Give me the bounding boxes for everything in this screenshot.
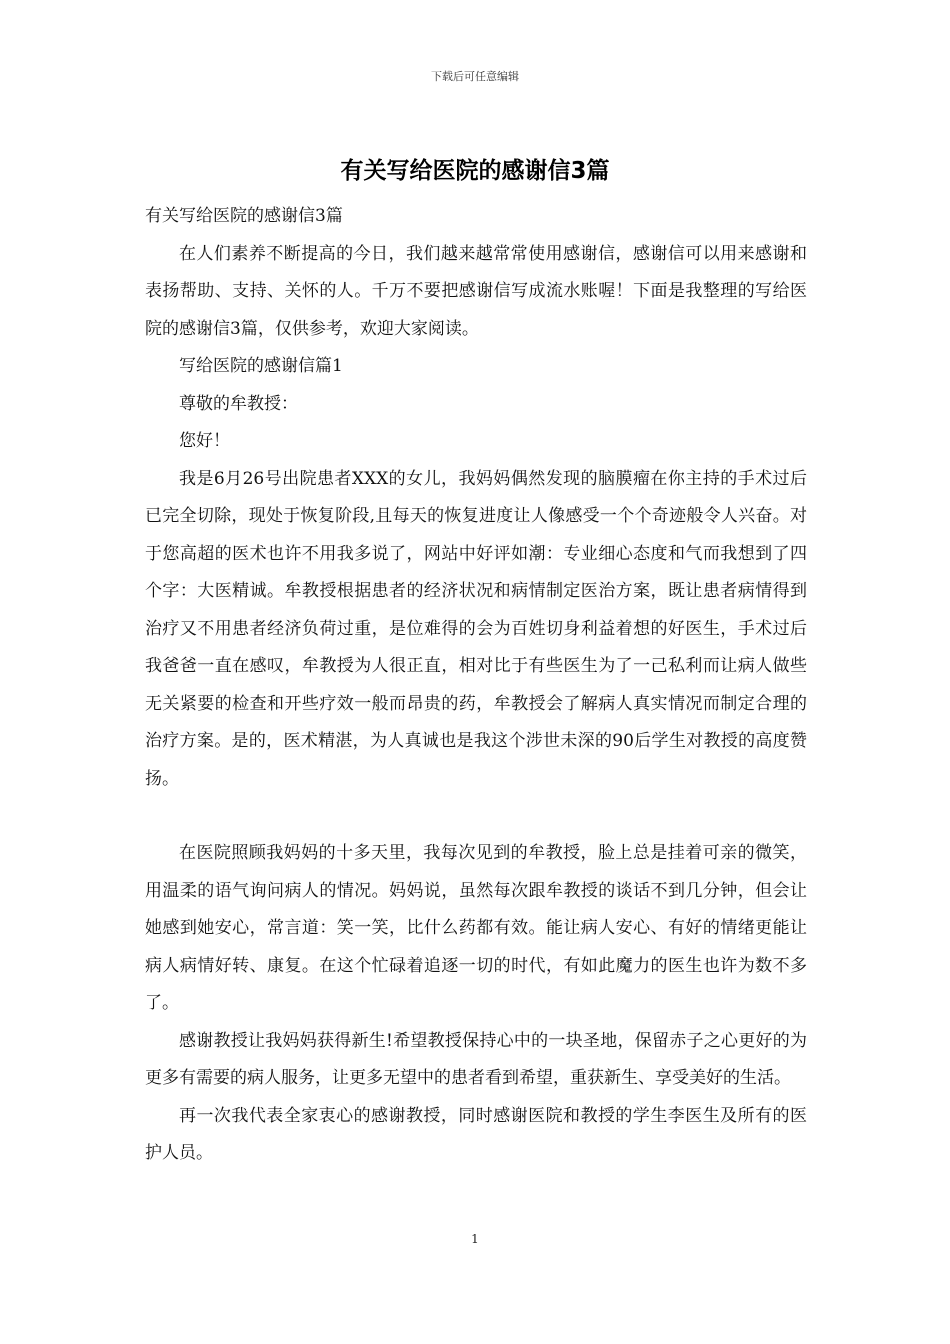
letter-paragraph-3: 感谢教授让我妈妈获得新生!希望教授保持心中的一块圣地，保留赤子之心更好的为更多有需要的病人服务，让更多无望中的患者看到希望，重获新生、享受美好的生活。 (145, 1030, 807, 1088)
paragraph-spacer (145, 798, 807, 835)
letter-greeting: 您好！ (179, 431, 230, 451)
letter-heading: 写给医院的感谢信篇1 (179, 356, 343, 376)
letter-paragraph-4: 再一次我代表全家衷心的感谢教授，同时感谢医院和教授的学生李医生及所有的医护人员。 (145, 1105, 807, 1163)
intro-paragraph: 在人们素养不断提高的今日，我们越来越常常使用感谢信，感谢信可以用来感谢和表扬帮助、支持、关怀的人。千万不要把感谢信写成流水账喔！下面是我整理的写给医院的感谢信3篇，仅供参考，欢迎大家阅读。 (145, 243, 807, 339)
subtitle-line: 有关写给医院的感谢信3篇 (145, 206, 343, 226)
header-note: 下载后可任意编辑 (431, 70, 519, 83)
page-number: 1 (471, 1232, 479, 1246)
document-body (145, 198, 807, 1173)
letter-paragraph-2: 在医院照顾我妈妈的十多天里，我每次见到的牟教授，脸上总是挂着可亲的微笑，用温柔的语气询问病人的情况。妈妈说，虽然每次跟牟教授的谈话不到几分钟，但会让她感到她安心，常言道：笑一笑，比什么药都有效。能让病人安心、有好的情绪更能让病人病情好转、康复。在这个忙碌着追逐一切的时代，有如此魔力的医生也许为数不多了。 (145, 843, 807, 1013)
letter-salutation: 尊敬的牟教授： (179, 393, 298, 414)
letter-paragraph-1: 我是6月26号出院患者XXX的女儿，我妈妈偶然发现的脑膜瘤在你主持的手术过后已完全切除，现处于恢复阶段,且每天的恢复进度让人像感受一个个奇迹般令人兴奋。对于您高超的医术也许不用我多说了，网站中好评如潮：专业细心态度和气而我想到了四个字：大医精诚。牟教授根据患者的经济状况和病情制定医治方案，既让患者病情得到治疗又不用患者经济负荷过重，是位难得的会为百姓切身利益着想的好医生，手术过后我爸爸一直在感叹，牟教授为人很正直，相对比于有些医生为了一己私利而让病人做些无关紧要的检查和开些疗效一般而昂贵的药，牟教授会了解病人真实情况而制定合理的治疗方案。是的，医术精湛，为人真诚也是我这个涉世未深的90后学生对教授的高度赞扬。 (145, 468, 807, 789)
document-title: 有关写给医院的感谢信3篇 (340, 158, 610, 184)
